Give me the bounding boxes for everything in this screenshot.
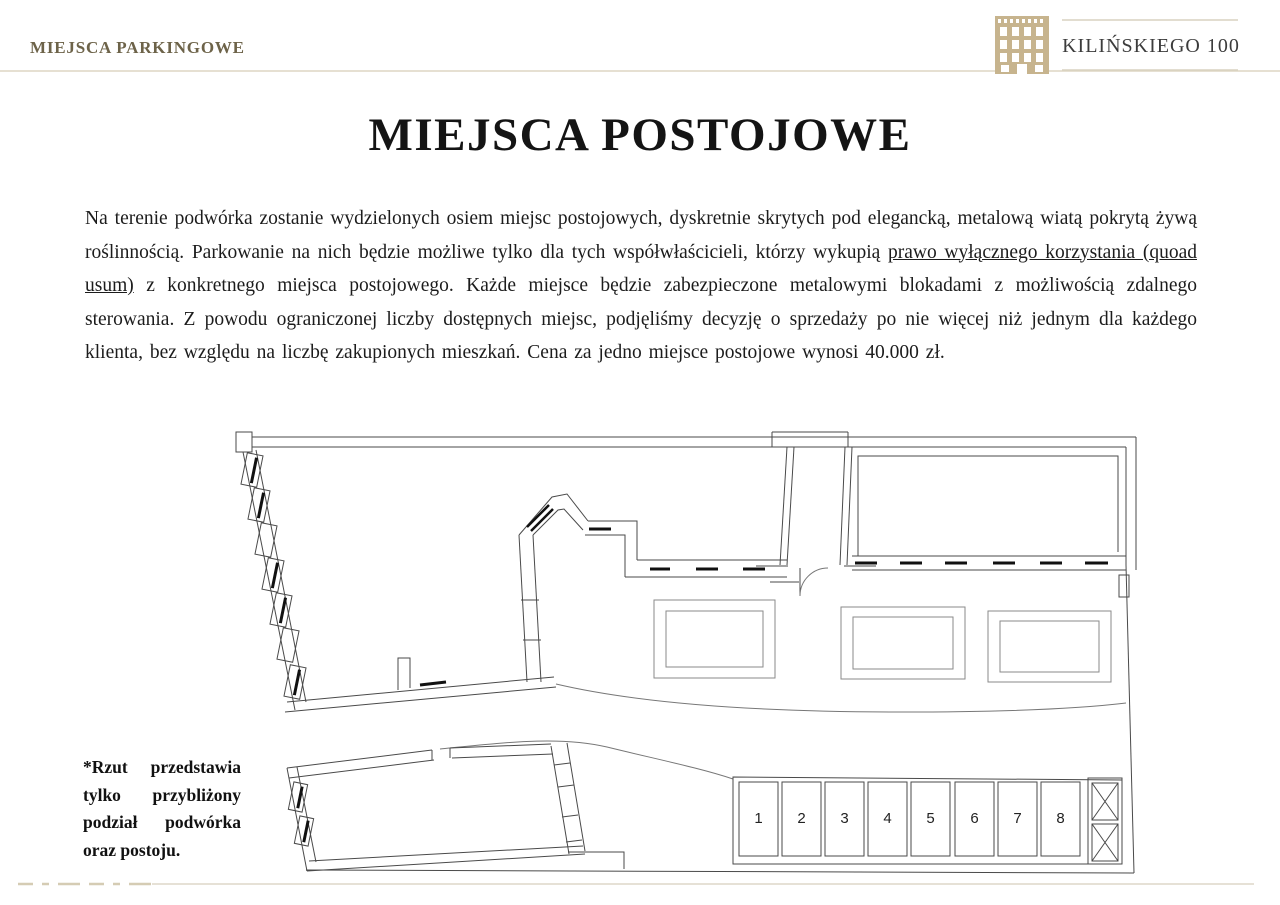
stall-number: 6 — [970, 810, 979, 827]
parking-stall-7 — [998, 782, 1037, 856]
planter-beds — [654, 600, 1111, 682]
upper-courtyard-wall — [285, 658, 556, 712]
lower-left-building — [287, 743, 624, 871]
paragraph-text-after: z konkretnego miejsca postojowego. Każde miejsce będzie zabezpieczone metalowymi blokadami z możliwością zdalnego sterowania. Z powodu ograniczonej liczby dostępnych miejsc, podjęliśmy decyzję o sprzedaży po nie więcej niż jednym dla każdego klienta, bez względu na liczbę zakupionych mieszkań. Cena za jedno miejsce postojowe wynosi 40.000 zł. — [85, 275, 1197, 364]
parking-stall-6 — [955, 782, 994, 856]
parking-stall-1 — [739, 782, 778, 856]
plan-footnote: *Rzut przedstawia tylko przybliżony podział podwórka oraz postoju. — [83, 757, 241, 860]
stall-number: 3 — [840, 810, 849, 827]
stall-number: 7 — [1013, 810, 1022, 827]
page-title: MIEJSCA POSTOJOWE — [368, 109, 912, 161]
crossed-box-bottom — [1092, 824, 1118, 861]
brand-name: KILIŃSKIEGO 100 — [1062, 35, 1240, 57]
section-label: MIEJSCA PARKINGOWE — [30, 38, 245, 57]
parking-stall-4 — [868, 782, 907, 856]
underlined-phrase: prawo wyłącznego korzystania (quoad usum) — [85, 241, 1197, 297]
building-logo-icon — [995, 16, 1049, 74]
stall-number: 1 — [754, 810, 763, 827]
stall-number: 2 — [797, 810, 806, 827]
middle-zigzag-wall — [519, 494, 637, 682]
stall-number: 8 — [1056, 810, 1065, 827]
parking-stall-5 — [911, 782, 950, 856]
parking-stall-8 — [1041, 782, 1080, 856]
floor-plan — [236, 432, 1136, 873]
stall-number: 5 — [926, 810, 935, 827]
stall-number: 4 — [883, 810, 892, 827]
right-building — [852, 456, 1126, 570]
window-row-left — [625, 560, 787, 577]
courtyard-boundary — [236, 432, 1136, 873]
parking-stall-3 — [825, 782, 864, 856]
driveway-curves — [440, 684, 1126, 779]
body-paragraph — [85, 202, 1197, 370]
door-swing-arc — [800, 568, 828, 596]
left-window-wall — [241, 450, 306, 710]
parking-area — [733, 777, 1122, 864]
parking-stall-2 — [782, 782, 821, 856]
paragraph-text-before: Na terenie podwórka zostanie wydzielonych osiem miejsc postojowych, dyskretnie skrytych pod elegancką, metalową wiatą pokrytą żywą roślinnością. Parkowanie na nich będzie możliwe tylko dla tych współwłaścicieli, którzy wykupią — [85, 208, 1197, 263]
crossed-box-top — [1088, 778, 1122, 864]
